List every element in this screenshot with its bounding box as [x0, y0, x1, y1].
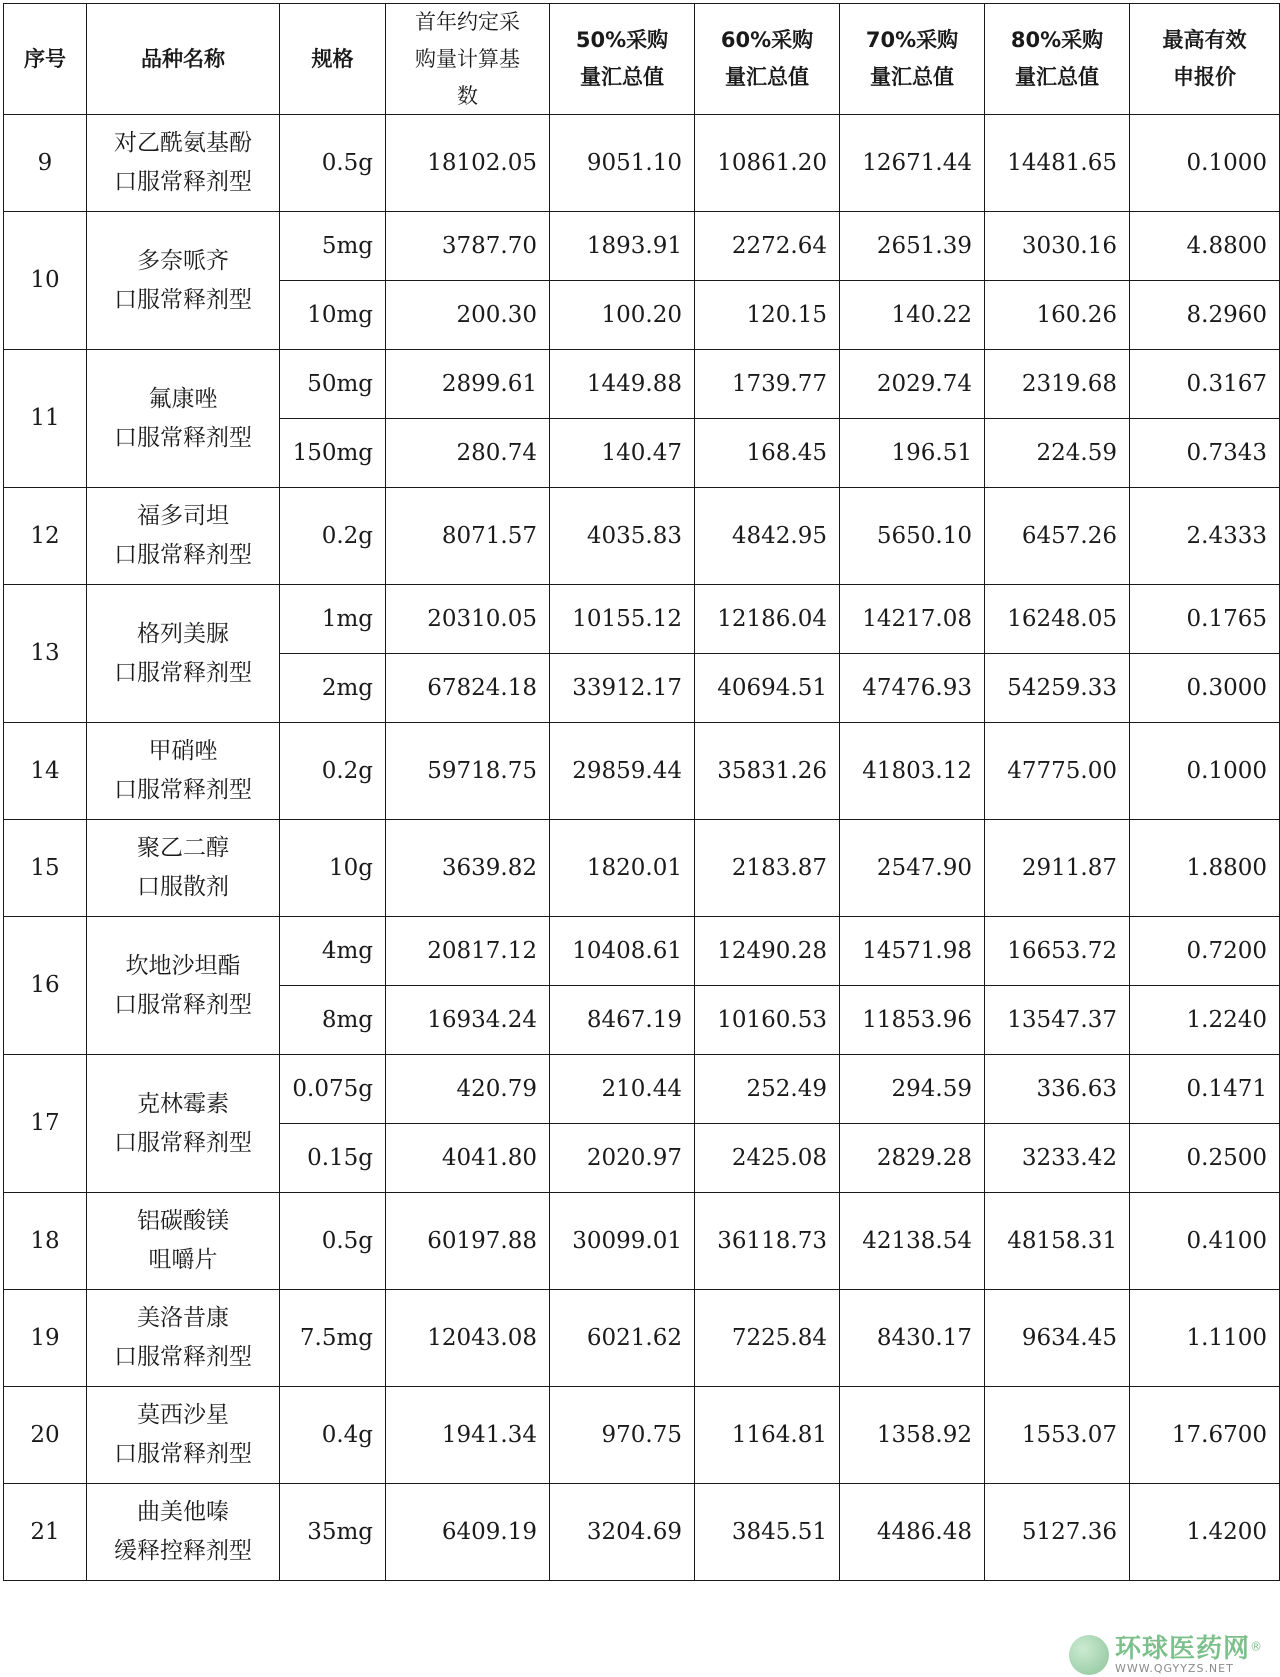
cell-80pct: 6457.26: [985, 488, 1130, 585]
cell-80pct: 14481.65: [985, 115, 1130, 212]
cell-80pct: 16653.72: [985, 917, 1130, 986]
cell-base-qty: 18102.05: [386, 115, 550, 212]
cell-60pct: 10160.53: [695, 986, 840, 1055]
table-row: [4, 723, 1280, 820]
drug-name-line: 甲硝唑: [148, 738, 218, 765]
cell-serial-no: 16: [4, 917, 87, 1055]
table-row: [4, 585, 1280, 654]
cell-80pct: 13547.37: [985, 986, 1130, 1055]
cell-60pct: 3845.51: [695, 1484, 840, 1581]
cell-serial-no: 11: [4, 350, 87, 488]
cell-base-qty: 8071.57: [386, 488, 550, 585]
cell-50pct: 1449.88: [550, 350, 695, 419]
table-row: [4, 350, 1280, 419]
cell-serial-no: 10: [4, 212, 87, 350]
cell-base-qty: 67824.18: [386, 654, 550, 723]
cell-70pct: 47476.93: [840, 654, 985, 723]
header-cell: 60%采购量汇总值: [695, 4, 840, 115]
cell-spec: 35mg: [280, 1484, 386, 1581]
cell-60pct: 1164.81: [695, 1387, 840, 1484]
cell-60pct: 12186.04: [695, 585, 840, 654]
drug-name-line: 口服散剂: [137, 874, 229, 901]
cell-50pct: 33912.17: [550, 654, 695, 723]
table-row: [4, 488, 1280, 585]
cell-base-qty: 4041.80: [386, 1124, 550, 1193]
table-row: [4, 1290, 1280, 1387]
cell-base-qty: 280.74: [386, 419, 550, 488]
drug-name-line: 口服常释剂型: [114, 1129, 252, 1156]
cell-70pct: 14571.98: [840, 917, 985, 986]
table-row: [4, 917, 1280, 986]
cell-serial-no: 9: [4, 115, 87, 212]
cell-80pct: 5127.36: [985, 1484, 1130, 1581]
cell-spec: 150mg: [280, 419, 386, 488]
cell-drug-name: [87, 1193, 280, 1290]
drug-name-line: 莫西沙星: [137, 1402, 229, 1429]
cell-spec: 0.2g: [280, 488, 386, 585]
cell-50pct: 3204.69: [550, 1484, 695, 1581]
cell-50pct: 9051.10: [550, 115, 695, 212]
cell-base-qty: 200.30: [386, 281, 550, 350]
cell-base-qty: 6409.19: [386, 1484, 550, 1581]
cell-max-price: 0.7343: [1130, 419, 1280, 488]
cell-max-price: 0.1471: [1130, 1055, 1280, 1124]
table-row: [4, 1484, 1280, 1581]
cell-80pct: 336.63: [985, 1055, 1130, 1124]
cell-70pct: 42138.54: [840, 1193, 985, 1290]
cell-60pct: 12490.28: [695, 917, 840, 986]
cell-drug-name: [87, 917, 280, 1055]
cell-max-price: 8.2960: [1130, 281, 1280, 350]
cell-max-price: 0.4100: [1130, 1193, 1280, 1290]
cell-70pct: 196.51: [840, 419, 985, 488]
drug-name-line: 口服常释剂型: [114, 991, 252, 1018]
cell-50pct: 6021.62: [550, 1290, 695, 1387]
cell-serial-no: 21: [4, 1484, 87, 1581]
cell-drug-name: [87, 723, 280, 820]
cell-spec: 0.15g: [280, 1124, 386, 1193]
cell-spec: 0.4g: [280, 1387, 386, 1484]
cell-spec: 5mg: [280, 212, 386, 281]
cell-50pct: 1820.01: [550, 820, 695, 917]
cell-60pct: 4842.95: [695, 488, 840, 585]
registered-mark: ®: [1250, 1639, 1262, 1654]
cell-60pct: 2183.87: [695, 820, 840, 917]
cell-70pct: 2547.90: [840, 820, 985, 917]
cell-70pct: 8430.17: [840, 1290, 985, 1387]
cell-80pct: 224.59: [985, 419, 1130, 488]
cell-drug-name: [87, 1484, 280, 1581]
cell-serial-no: 15: [4, 820, 87, 917]
drug-name-line: 口服常释剂型: [114, 777, 252, 804]
cell-70pct: 140.22: [840, 281, 985, 350]
drug-name-line: 多奈哌齐: [137, 247, 229, 274]
cell-60pct: 7225.84: [695, 1290, 840, 1387]
drug-name-line: 聚乙二醇: [137, 835, 229, 862]
drug-name-line: 曲美他嗪: [137, 1499, 229, 1526]
cell-max-price: 0.1000: [1130, 115, 1280, 212]
watermark: [1069, 1635, 1262, 1675]
cell-60pct: 35831.26: [695, 723, 840, 820]
cell-base-qty: 3787.70: [386, 212, 550, 281]
cell-60pct: 252.49: [695, 1055, 840, 1124]
drug-name-line: 口服常释剂型: [114, 659, 252, 686]
drug-name-line: 氟康唑: [148, 385, 218, 412]
cell-60pct: 36118.73: [695, 1193, 840, 1290]
cell-max-price: 0.3000: [1130, 654, 1280, 723]
header-cell: 序号: [4, 4, 87, 115]
cell-max-price: 1.2240: [1130, 986, 1280, 1055]
cell-base-qty: 20310.05: [386, 585, 550, 654]
drug-name-line: 口服常释剂型: [114, 1441, 252, 1468]
cell-60pct: 10861.20: [695, 115, 840, 212]
cell-spec: 2mg: [280, 654, 386, 723]
cell-50pct: 210.44: [550, 1055, 695, 1124]
drug-name-line: 对乙酰氨基酚: [114, 130, 252, 157]
cell-serial-no: 19: [4, 1290, 87, 1387]
cell-spec: 0.5g: [280, 1193, 386, 1290]
cell-serial-no: 12: [4, 488, 87, 585]
cell-70pct: 5650.10: [840, 488, 985, 585]
cell-spec: 10g: [280, 820, 386, 917]
cell-80pct: 48158.31: [985, 1193, 1130, 1290]
cell-60pct: 40694.51: [695, 654, 840, 723]
cell-base-qty: 16934.24: [386, 986, 550, 1055]
cell-max-price: 1.1100: [1130, 1290, 1280, 1387]
table-row: [4, 1387, 1280, 1484]
cell-drug-name: [87, 1387, 280, 1484]
cell-50pct: 140.47: [550, 419, 695, 488]
cell-max-price: 17.6700: [1130, 1387, 1280, 1484]
cell-base-qty: 20817.12: [386, 917, 550, 986]
drug-name-line: 缓释控释剂型: [114, 1538, 252, 1565]
cell-serial-no: 18: [4, 1193, 87, 1290]
cell-max-price: 4.8800: [1130, 212, 1280, 281]
cell-max-price: 0.1000: [1130, 723, 1280, 820]
header-cell: 最高有效申报价: [1130, 4, 1280, 115]
cell-80pct: 3030.16: [985, 212, 1130, 281]
cell-max-price: 0.1765: [1130, 585, 1280, 654]
cell-base-qty: 2899.61: [386, 350, 550, 419]
drug-name-line: 克林霉素: [137, 1090, 229, 1117]
table-body: [4, 115, 1280, 1581]
header-cell: 50%采购量汇总值: [550, 4, 695, 115]
drug-name-line: 坎地沙坦酯: [125, 952, 241, 979]
drug-name-line: 铝碳酸镁: [137, 1208, 229, 1235]
cell-50pct: 29859.44: [550, 723, 695, 820]
cell-spec: 7.5mg: [280, 1290, 386, 1387]
cell-drug-name: [87, 585, 280, 723]
cell-base-qty: 59718.75: [386, 723, 550, 820]
cell-60pct: 120.15: [695, 281, 840, 350]
cell-drug-name: [87, 1290, 280, 1387]
header-cell: 品种名称: [87, 4, 280, 115]
table-row: [4, 212, 1280, 281]
cell-70pct: 2829.28: [840, 1124, 985, 1193]
cell-spec: 50mg: [280, 350, 386, 419]
cell-80pct: 2911.87: [985, 820, 1130, 917]
cell-60pct: 2272.64: [695, 212, 840, 281]
drug-name-line: 口服常释剂型: [114, 286, 252, 313]
cell-max-price: 0.3167: [1130, 350, 1280, 419]
cell-80pct: 3233.42: [985, 1124, 1130, 1193]
drug-name-line: 口服常释剂型: [114, 1344, 252, 1371]
cell-base-qty: 1941.34: [386, 1387, 550, 1484]
cell-spec: 10mg: [280, 281, 386, 350]
cell-spec: 0.075g: [280, 1055, 386, 1124]
drug-name-line: 口服常释剂型: [114, 169, 252, 196]
cell-max-price: 2.4333: [1130, 488, 1280, 585]
cell-60pct: 2425.08: [695, 1124, 840, 1193]
drug-name-line: 格列美脲: [137, 620, 229, 647]
cell-serial-no: 13: [4, 585, 87, 723]
cell-base-qty: 3639.82: [386, 820, 550, 917]
cell-70pct: 4486.48: [840, 1484, 985, 1581]
header-cell: 70%采购量汇总值: [840, 4, 985, 115]
cell-50pct: 8467.19: [550, 986, 695, 1055]
cell-50pct: 30099.01: [550, 1193, 695, 1290]
cell-70pct: 11853.96: [840, 986, 985, 1055]
drug-name-line: 口服常释剂型: [114, 542, 252, 569]
cell-drug-name: [87, 350, 280, 488]
cell-spec: 0.2g: [280, 723, 386, 820]
cell-max-price: 1.8800: [1130, 820, 1280, 917]
cell-70pct: 2029.74: [840, 350, 985, 419]
cell-80pct: 160.26: [985, 281, 1130, 350]
header-cell: 规格: [280, 4, 386, 115]
cell-50pct: 2020.97: [550, 1124, 695, 1193]
watermark-text: 环球医药网: [1114, 1633, 1250, 1664]
cell-spec: 0.5g: [280, 115, 386, 212]
procurement-table: [3, 3, 1280, 1581]
cell-spec: 1mg: [280, 585, 386, 654]
cell-50pct: 100.20: [550, 281, 695, 350]
cell-drug-name: [87, 115, 280, 212]
cell-50pct: 10408.61: [550, 917, 695, 986]
drug-name-line: 美洛昔康: [137, 1305, 229, 1332]
cell-50pct: 10155.12: [550, 585, 695, 654]
cell-drug-name: [87, 212, 280, 350]
cell-80pct: 47775.00: [985, 723, 1130, 820]
cell-80pct: 16248.05: [985, 585, 1130, 654]
cell-spec: 8mg: [280, 986, 386, 1055]
header-cell: 首年约定采购量计算基数: [386, 4, 550, 115]
drug-name-line: 口服常释剂型: [114, 424, 252, 451]
cell-70pct: 294.59: [840, 1055, 985, 1124]
table-row: [4, 1193, 1280, 1290]
cell-50pct: 970.75: [550, 1387, 695, 1484]
cell-max-price: 1.4200: [1130, 1484, 1280, 1581]
cell-50pct: 1893.91: [550, 212, 695, 281]
drug-name-line: 咀嚼片: [148, 1247, 218, 1274]
cell-base-qty: 12043.08: [386, 1290, 550, 1387]
cell-spec: 4mg: [280, 917, 386, 986]
drug-name-line: 福多司坦: [137, 503, 229, 530]
header-cell: 80%采购量汇总值: [985, 4, 1130, 115]
watermark-url: WWW.QGYYZS.NET: [1114, 1661, 1234, 1675]
cell-80pct: 2319.68: [985, 350, 1130, 419]
cell-serial-no: 20: [4, 1387, 87, 1484]
cell-drug-name: [87, 1055, 280, 1193]
cell-80pct: 1553.07: [985, 1387, 1130, 1484]
cell-70pct: 14217.08: [840, 585, 985, 654]
cell-80pct: 54259.33: [985, 654, 1130, 723]
cell-60pct: 168.45: [695, 419, 840, 488]
cell-80pct: 9634.45: [985, 1290, 1130, 1387]
table-row: [4, 820, 1280, 917]
cell-70pct: 12671.44: [840, 115, 985, 212]
header-row: [4, 4, 1280, 115]
cell-70pct: 41803.12: [840, 723, 985, 820]
table-row: [4, 1055, 1280, 1124]
cell-serial-no: 17: [4, 1055, 87, 1193]
cell-max-price: 0.2500: [1130, 1124, 1280, 1193]
table-row: [4, 115, 1280, 212]
cell-base-qty: 420.79: [386, 1055, 550, 1124]
cell-drug-name: [87, 820, 280, 917]
cell-max-price: 0.7200: [1130, 917, 1280, 986]
cell-70pct: 2651.39: [840, 212, 985, 281]
cell-50pct: 4035.83: [550, 488, 695, 585]
cell-70pct: 1358.92: [840, 1387, 985, 1484]
globe-logo-icon: [1069, 1635, 1109, 1675]
cell-base-qty: 60197.88: [386, 1193, 550, 1290]
cell-serial-no: 14: [4, 723, 87, 820]
cell-drug-name: [87, 488, 280, 585]
cell-60pct: 1739.77: [695, 350, 840, 419]
